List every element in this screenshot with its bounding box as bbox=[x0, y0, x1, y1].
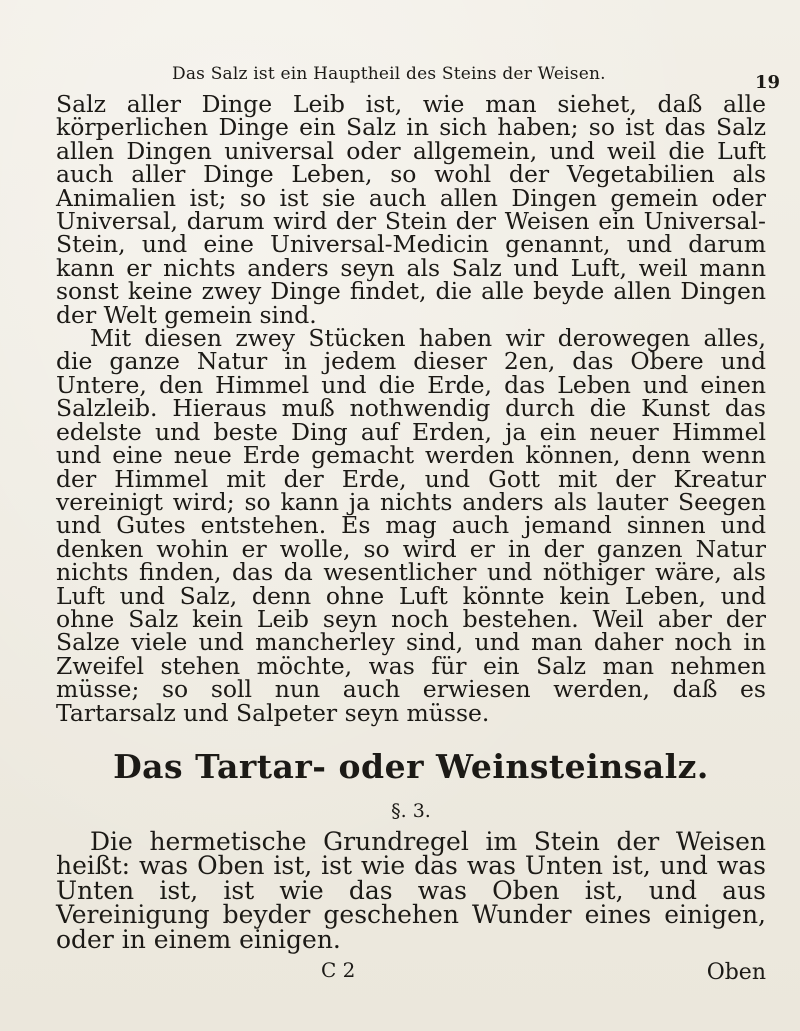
paragraph: Mit diesen zwey Stücken haben wir derowegen alles, die ganze Natur in jedem dieser 2en, das Obere und Untere, den Himmel und die Erde, das Leben und einen Salzleib. Hieraus muß nothwendig durch die Kunst das edelste und beste Ding auf Erden, ja ein neuer Himmel und eine neue Erde gemacht werden können, denn wenn der Himmel mit der Erde, und Gott mit der Kreatur vereinigt wird; so kann ja nichts anders als lauter Seegen und Gutes entstehen. Es mag auch jemand sinnen und denken wohin er wolle, so wird er in der ganzen Natur nichts finden, das da wesentlicher und nöthiger wäre, als Luft und Salz, denn ohne Luft könnte kein Leben, und ohne Salz kein Leib seyn noch bestehen. Weil aber der Salze viele und mancherley sind, und man daher noch in Zweifel stehen möchte, was für ein Salz man nehmen müsse; so soll nun auch erwiesen werden, daß es Tartarsalz und Salpeter seyn müsse. bbox=[56, 324, 766, 727]
section-heading: Das Tartar- oder Weinsteinsalz. bbox=[113, 746, 709, 786]
section-number: §. 3. bbox=[391, 799, 431, 822]
body-text bbox=[56, 90, 766, 954]
catchword: Oben bbox=[706, 960, 766, 985]
page-number: 19 bbox=[754, 72, 780, 93]
signature-mark: C 2 bbox=[321, 958, 356, 982]
section-paragraph: Die hermetische Grundregel im Stein der Weisen heißt: was Oben ist, ist wie das was Unten ist, und was Unten ist, ist wie das was Oben ist, und aus Vereinigung beyder geschehen Wunder eines einigen, oder in einem einigen. bbox=[56, 826, 766, 954]
running-head: Das Salz ist ein Hauptheil des Steins der Weisen. bbox=[172, 64, 606, 84]
paragraph: Salz aller Dinge Leib ist, wie man siehet, daß alle körperlichen Dinge ein Salz in sich haben; so ist das Salz allen Dingen universal oder allgemein, und weil die Luft auch aller Dinge Leben, so wohl der Vegetabilien als Animalien ist; so ist sie auch allen Dingen gemein oder Universal, darum wird der Stein der Weisen ein Universal-Stein, und eine Universal-Medicin genannt, und darum kann er nichts anders seyn als Salz und Luft, weil mann sonst keine zwey Dinge findet, die alle beyde allen Dingen der Welt gemein sind. bbox=[56, 90, 766, 329]
page-footer bbox=[56, 958, 766, 988]
page-header bbox=[120, 58, 780, 93]
